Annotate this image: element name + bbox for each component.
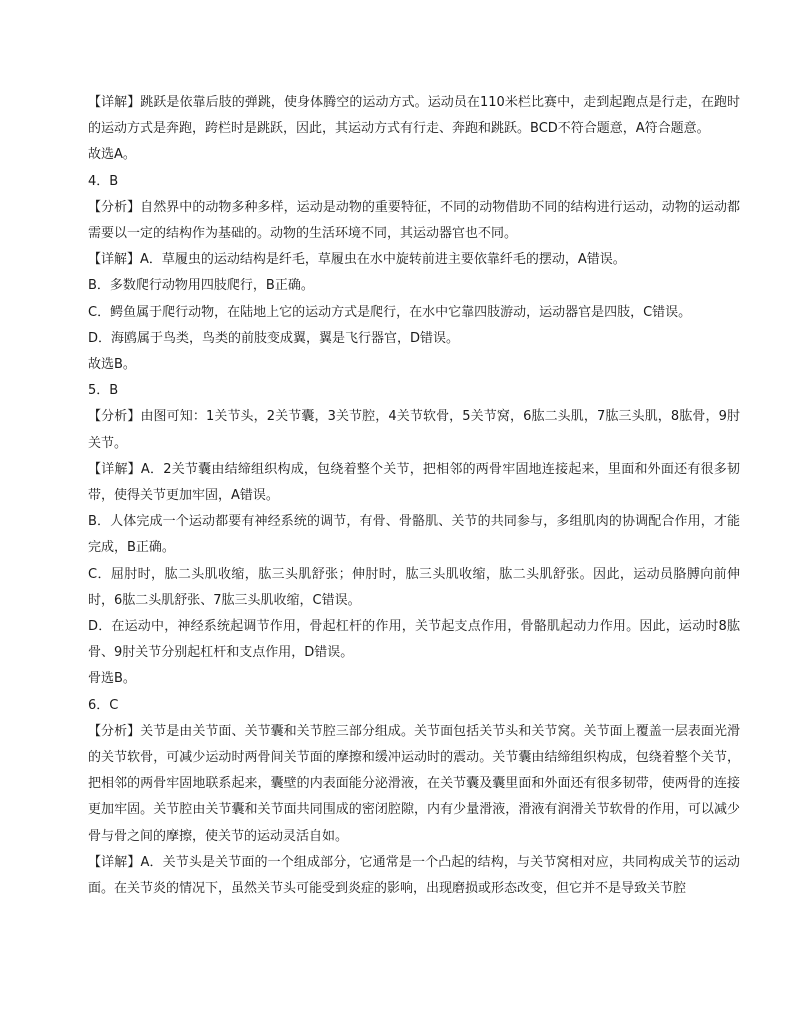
paragraph-text: C．鳄鱼属于爬行动物，在陆地上它的运动方式是爬行，在水中它靠四肢游动，运动器官是四肢，C错误。 [88, 304, 692, 320]
paragraph-text: 跳跃是依靠后肢的弹跳，使身体腾空的运动方式。运动员在110米栏比赛中，走到起跑点是行走，在跑时的运动方式是奔跑，跨栏时是跳跃，因此，其运动方式有行走、奔跑和跳跃。BCD不符合题意，A符合题意。 [88, 95, 740, 137]
paragraph-text: C．屈肘时，肱二头肌收缩，肱三头肌舒张；伸肘时，肱三头肌收缩，肱二头肌舒张。因此，运动员胳膊向前伸时，6肱二头肌舒张、7肱三头肌收缩，C错误。 [88, 566, 740, 608]
paragraph-tag: 【详解】 [88, 95, 141, 110]
paragraph-tag: 【详解】 [88, 252, 141, 268]
paragraph-text: 由图可知：1关节头，2关节囊，3关节腔，4关节软骨，5关节窝，6肱二头肌，7肱三头肌，8肱骨，9肘关节。 [88, 409, 740, 451]
paragraph-text: 故选B。 [88, 357, 136, 373]
answer-explanation-body [88, 90, 740, 902]
paragraph-text: D．在运动中，神经系统起调节作用，骨起杠杆的作用，关节起支点作用，骨骼肌起动力作用。因此，运动时8肱骨、9肘关节分别起杠杆和支点作用，D错误。 [88, 619, 740, 661]
question-number [88, 169, 740, 195]
paragraph-text: 6．C [88, 697, 119, 713]
paragraph [88, 300, 740, 326]
paragraph-text: B．人体完成一个运动都要有神经系统的调节，有骨、骨骼肌、关节的共同参与，多组肌肉的协调配合作用，才能完成，B正确。 [88, 514, 740, 556]
paragraph [88, 404, 740, 456]
paragraph [88, 142, 740, 168]
paragraph-text: A．草履虫的运动结构是纤毛，草履虫在水中旋转前进主要依靠纤毛的摆动，A错误。 [140, 252, 626, 268]
question-number [88, 378, 740, 404]
paragraph [88, 666, 740, 692]
paragraph-text: A．关节头是关节面的一个组成部分，它通常是一个凸起的结构，与关节窝相对应，共同构成关节的运动面。在关节炎的情况下，虽然关节头可能受到炎症的影响，出现磨损或形态改变，但它并不是导致关节腔 [88, 854, 740, 897]
paragraph [88, 562, 740, 614]
paragraph-tag: 【分析】 [88, 409, 141, 425]
paragraph [88, 247, 740, 273]
question-number [88, 693, 740, 719]
paragraph [88, 850, 740, 902]
paragraph [88, 273, 740, 299]
paragraph [88, 90, 740, 142]
paragraph [88, 457, 740, 509]
paragraph [88, 326, 740, 352]
paragraph-text: 自然界中的动物多种多样，运动是动物的重要特征，不同的动物借助不同的结构进行运动，动物的运动都需要以一定的结构作为基础的。动物的生活环境不同，其运动器官也不同。 [88, 199, 740, 242]
paragraph-text: 骨选B。 [88, 671, 136, 687]
paragraph-tag: 【分析】 [88, 723, 141, 739]
paragraph-text: 关节是由关节面、关节囊和关节腔三部分组成。关节面包括关节头和关节窝。关节面上覆盖一层表面光滑的关节软骨，可减少运动时两骨间关节面的摩擦和缓冲运动时的震动。关节囊由结缔组织构成，包绕着整个关节，把相邻的两骨牢固地联系起来，囊壁的内表面能分泌滑液，在关节囊及囊里面和外面还有很多韧带，使两骨的连接更加牢固。关节腔由关节囊和关节面共同围成的密闭腔隙，内有少量滑液，滑液有润滑关节软骨的作用，可以减少骨与骨之间的摩擦，使关节的运动灵活自如。 [88, 723, 740, 844]
paragraph-text: A．2关节囊由结缔组织构成，包绕着整个关节，把相邻的两骨牢固地连接起来，里面和外面还有很多韧带，使得关节更加牢固，A错误。 [88, 461, 740, 504]
paragraph-text: 4．B [88, 173, 119, 189]
paragraph-text: B．多数爬行动物用四肢爬行，B正确。 [88, 278, 314, 294]
paragraph-text: 5．B [88, 383, 119, 399]
paragraph [88, 719, 740, 850]
paragraph-text: 故选A。 [88, 147, 136, 163]
paragraph [88, 614, 740, 666]
paragraph-text: D．海鸥属于鸟类，鸟类的前肢变成翼，翼是飞行器官，D错误。 [88, 330, 460, 346]
paragraph-tag: 【详解】 [88, 461, 141, 477]
paragraph-tag: 【分析】 [88, 199, 141, 215]
paragraph [88, 195, 740, 247]
paragraph [88, 352, 740, 378]
paragraph [88, 509, 740, 561]
paragraph-tag: 【详解】 [88, 854, 141, 870]
